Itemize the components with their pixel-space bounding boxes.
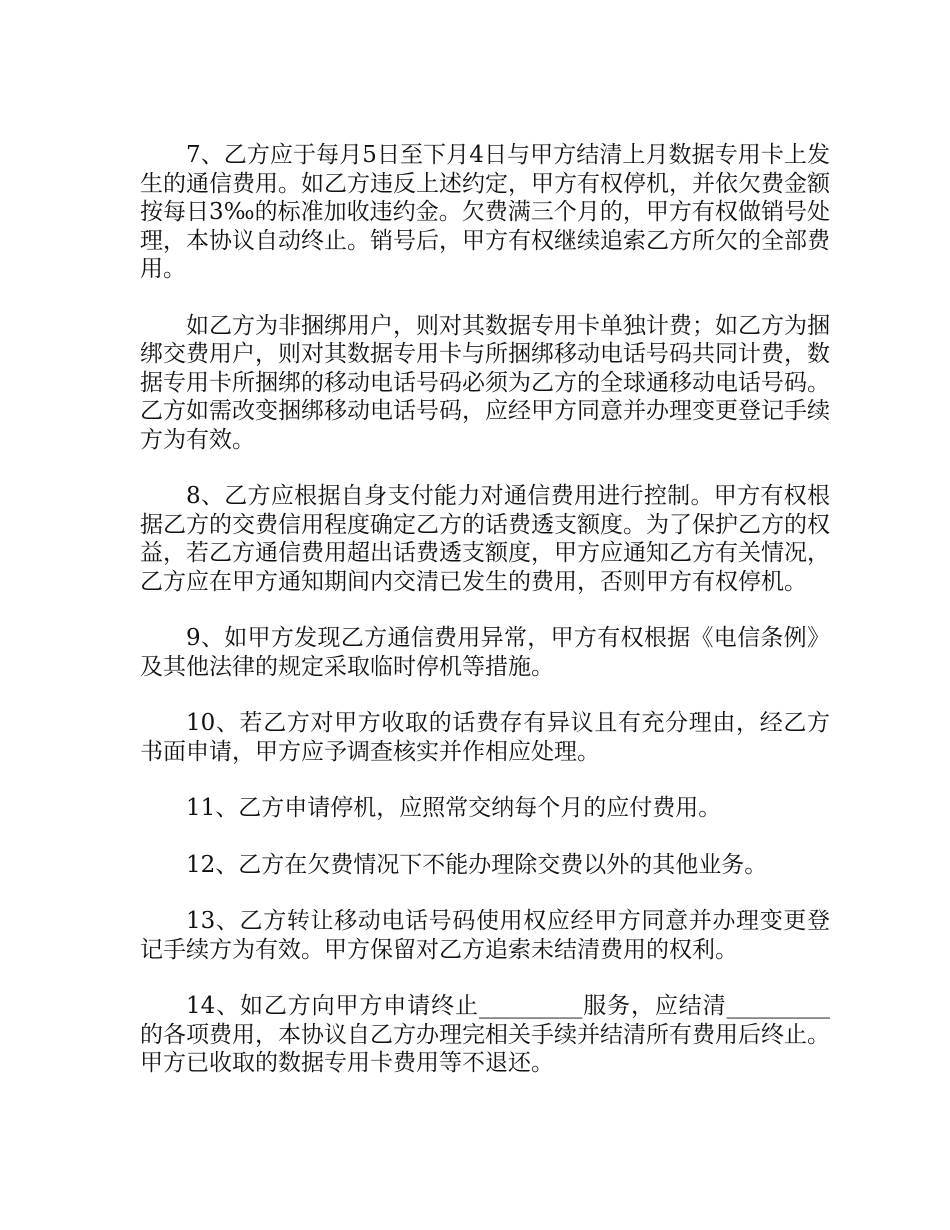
clause-14: 14、如乙方向甲方申请终止_________服务，应结清_________的各项费用，本协议自乙方办理完相关手续并结清所有费用后终止。甲方已收取的数据专用卡费用等不退还。 (140, 993, 830, 1076)
clause-11: 11、乙方申请停机，应照常交纳每个月的应付费用。 (186, 795, 722, 821)
clause-13: 13、乙方转让移动电话号码使用权应经甲方同意并办理变更登记手续方为有效。甲方保留对乙方追索未结清费用的权利。 (140, 908, 830, 963)
clause-9: 9、如甲方发现乙方通信费用异常，甲方有权根据《电信条例》及其他法律的规定采取临时停机等措施。 (140, 625, 830, 680)
clause-8: 8、乙方应根据自身支付能力对通信费用进行控制。甲方有权根据乙方的交费信用程度确定乙方的话费透支额度。为了保护乙方的权益，若乙方通信费用超出话费透支额度，甲方应通知乙方有关情况，乙方应在甲方通知期间内交清已发生的费用，否则甲方有权停机。 (140, 483, 830, 595)
clause-10: 10、若乙方对甲方收取的话费存有异议且有充分理由，经乙方书面申请，甲方应予调查核实并作相应处理。 (140, 710, 830, 765)
document-body (140, 141, 830, 1078)
clause-7: 7、乙方应于每月5日至下月4日与甲方结清上月数据专用卡上发生的通信费用。如乙方违反上述约定，甲方有权停机，并依欠费金额按每日3‰的标准加收违约金。欠费满三个月的，甲方有权做销号处理，本协议自动终止。销号后，甲方有权继续追索乙方所欠的全部费用。 (140, 142, 830, 282)
clause-12: 12、乙方在欠费情况下不能办理除交费以外的其他业务。 (186, 851, 768, 878)
clause-7-bundling: 如乙方为非捆绑用户，则对其数据专用卡单独计费；如乙方为捆绑交费用户，则对其数据专用卡与所捆绑移动电话号码共同计费，数据专用卡所捆绑的移动电话号码必须为乙方的全球通移动电话号码。乙方如需改变捆绑移动电话号码，应经甲方同意并办理变更登记手续方为有效。 (140, 312, 830, 453)
